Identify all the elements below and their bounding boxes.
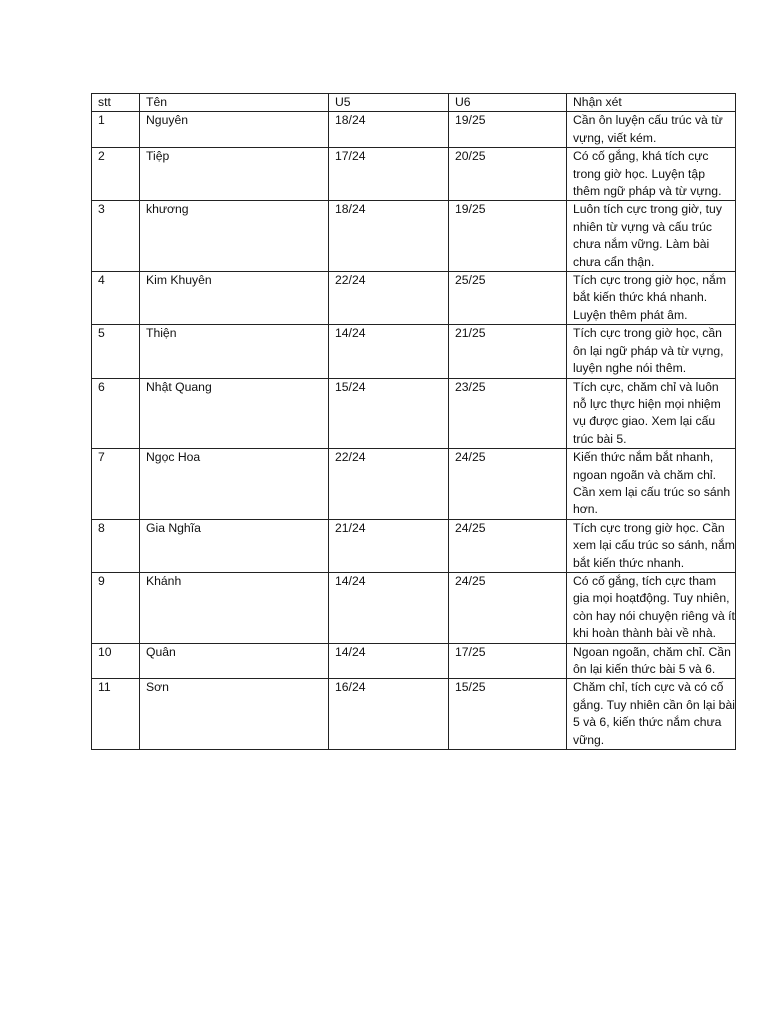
cell-u5: 15/24 <box>329 378 449 449</box>
cell-u6: 17/25 <box>449 643 567 679</box>
cell-ten: Gia Nghĩa <box>140 519 329 572</box>
cell-stt: 9 <box>92 572 140 643</box>
table-row <box>92 201 736 272</box>
cell-u5: 17/24 <box>329 148 449 201</box>
cell-stt: 5 <box>92 325 140 378</box>
table-row <box>92 112 736 148</box>
header-ten: Tên <box>140 94 329 112</box>
cell-ten: Ngọc Hoa <box>140 449 329 520</box>
cell-stt: 2 <box>92 148 140 201</box>
cell-stt: 8 <box>92 519 140 572</box>
cell-stt: 7 <box>92 449 140 520</box>
cell-u6: 19/25 <box>449 201 567 272</box>
cell-u5: 14/24 <box>329 643 449 679</box>
table-row <box>92 272 736 325</box>
cell-ten: Tiệp <box>140 148 329 201</box>
table-row <box>92 325 736 378</box>
cell-nhan-xet: Tích cực trong giờ học. Cần xem lại cấu trúc so sánh, nắm bắt kiến thức nhanh. <box>567 519 736 572</box>
cell-u6: 24/25 <box>449 572 567 643</box>
header-u5: U5 <box>329 94 449 112</box>
cell-ten: Thiện <box>140 325 329 378</box>
cell-ten: Quân <box>140 643 329 679</box>
table-row <box>92 679 736 750</box>
cell-stt: 10 <box>92 643 140 679</box>
cell-u5: 14/24 <box>329 325 449 378</box>
cell-u6: 24/25 <box>449 449 567 520</box>
cell-nhan-xet: Có cố gắng, tích cực tham gia mọi hoạtđộng. Tuy nhiên, còn hay nói chuyện riêng và ít khi hoàn thành bài về nhà. <box>567 572 736 643</box>
cell-u5: 21/24 <box>329 519 449 572</box>
cell-u5: 18/24 <box>329 201 449 272</box>
table-body <box>92 112 736 750</box>
cell-u5: 16/24 <box>329 679 449 750</box>
cell-ten: Sơn <box>140 679 329 750</box>
cell-ten: Khánh <box>140 572 329 643</box>
cell-u5: 22/24 <box>329 449 449 520</box>
header-nhan-xet: Nhận xét <box>567 94 736 112</box>
cell-stt: 4 <box>92 272 140 325</box>
cell-nhan-xet: Tích cực trong giờ học, nắm bắt kiến thức khá nhanh. Luyện thêm phát âm. <box>567 272 736 325</box>
student-grades-table <box>91 93 736 750</box>
cell-stt: 6 <box>92 378 140 449</box>
table-row <box>92 449 736 520</box>
cell-nhan-xet: Kiến thức nắm bắt nhanh, ngoan ngoãn và chăm chỉ. Cần xem lại cấu trúc so sánh hơn. <box>567 449 736 520</box>
cell-u6: 23/25 <box>449 378 567 449</box>
cell-u5: 14/24 <box>329 572 449 643</box>
cell-u6: 21/25 <box>449 325 567 378</box>
cell-nhan-xet: Luôn tích cực trong giờ, tuy nhiên từ vựng và cấu trúc chưa nắm vững. Làm bài chưa cẩn thận. <box>567 201 736 272</box>
table-row <box>92 148 736 201</box>
table-header-row <box>92 94 736 112</box>
cell-nhan-xet: Chăm chỉ, tích cực và có cố gắng. Tuy nhiên cần ôn lại bài 5 và 6, kiến thức nắm chưa vững. <box>567 679 736 750</box>
table-row <box>92 643 736 679</box>
cell-u6: 19/25 <box>449 112 567 148</box>
cell-nhan-xet: Tích cực, chăm chỉ và luôn nỗ lực thực hiện mọi nhiệm vụ được giao. Xem lại cấu trúc bài 5. <box>567 378 736 449</box>
cell-stt: 3 <box>92 201 140 272</box>
cell-stt: 11 <box>92 679 140 750</box>
cell-u5: 18/24 <box>329 112 449 148</box>
table-row <box>92 519 736 572</box>
cell-ten: Kim Khuyên <box>140 272 329 325</box>
header-u6: U6 <box>449 94 567 112</box>
cell-nhan-xet: Ngoan ngoãn, chăm chỉ. Cần ôn lại kiến thức bài 5 và 6. <box>567 643 736 679</box>
table-row <box>92 572 736 643</box>
cell-u5: 22/24 <box>329 272 449 325</box>
cell-u6: 24/25 <box>449 519 567 572</box>
cell-u6: 20/25 <box>449 148 567 201</box>
cell-u6: 25/25 <box>449 272 567 325</box>
cell-ten: Nguyên <box>140 112 329 148</box>
cell-stt: 1 <box>92 112 140 148</box>
cell-nhan-xet: Cần ôn luyện cấu trúc và từ vựng, viết kém. <box>567 112 736 148</box>
cell-ten: khương <box>140 201 329 272</box>
cell-nhan-xet: Có cố gắng, khá tích cực trong giờ học. Luyện tập thêm ngữ pháp và từ vựng. <box>567 148 736 201</box>
header-stt: stt <box>92 94 140 112</box>
table-row <box>92 378 736 449</box>
cell-nhan-xet: Tích cực trong giờ học, cần ôn lại ngữ pháp và từ vựng, luyện nghe nói thêm. <box>567 325 736 378</box>
cell-u6: 15/25 <box>449 679 567 750</box>
cell-ten: Nhật Quang <box>140 378 329 449</box>
